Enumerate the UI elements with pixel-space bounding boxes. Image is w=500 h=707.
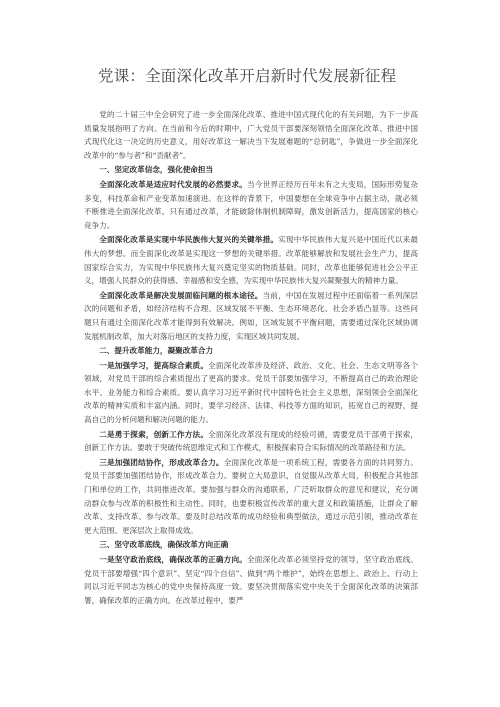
intro-paragraph: 党的二十届三中全会研究了进一步全面深化改革、推进中国式现代化的有关问题，为下一步高质量发展指明了方向。在当前和今后的时期中，广大党员干部要深刻领悟全面深化改革、推进中国式现代化这一决定的历史意义，用好改革这一解决当下发展难题的“总钥匙”，争做进一步全面深化改革中的“参与者”和“贡献者”。 [84, 110, 418, 160]
paragraph-body: 全面深化改革涉及经济、政治、文化、社会、生态文明等各个领域，对党员干部的综合素质提出了更高的要求。党员干部要加强学习，不断提高自己的政治理论水平、业务能力和综合素质。要认真学习习近平新时代中国特色社会主义思想，深刻领会全面深化改革的精神实质和丰富内涵。同时，要学习经济、法律、科技等方面的知识，拓宽自己的视野，提高自己的分析问题和解决问题的能力。 [84, 360, 419, 425]
paragraph [84, 359, 418, 427]
section-heading-2: 二、提升改革能力，凝聚改革合力 [99, 346, 214, 356]
paragraph-lead: 全面深化改革是解决发展面临问题的根本途径。 [99, 290, 263, 300]
page-title: 党课：全面深化改革开启新时代发展新征程 [98, 67, 397, 85]
paragraph [84, 178, 418, 232]
paragraph-body: 当今世界正经历百年未有之大变局，国际形势复杂多变，科技革命和产业变革加速演进。在这样的背景下，中国要想在全球竞争中占据主动，就必须不断推进全面深化改革。只有通过改革，才能破除体制机制障碍，激发创新活力，提高国家的核心竞争力。 [84, 179, 418, 230]
paragraph [84, 289, 418, 343]
section-heading-1: 一、坚定改革信念，强化使命担当 [99, 165, 214, 175]
paragraph-lead: 全面深化改革是实现中华民族伟大复兴的关键举措。 [99, 235, 279, 245]
paragraph-lead: 全面深化改革是适应时代发展的必然要求。 [99, 179, 248, 189]
paragraph-body: 实现中华民族伟大复兴是中国近代以来最伟大的梦想。而全面深化改革是实现这一梦想的关键举措。改革能够解放和发展社会生产力，提高国家综合实力，为实现中华民族伟大复兴奠定坚实的物质基础。同时，改革也能够促进社会公平正义，增强人民群众的获得感、幸福感和安全感，为实现中华民族伟大复兴凝聚强大的精神力量。 [84, 235, 419, 286]
paragraph-body: 全面深化改革没有现成的经验可循，需要党员干部勇于探索，创新工作方法。要敢于突破传统思维定式和工作模式，积极探索符合实际情况的改革路径和方法。 [84, 429, 419, 453]
section-heading-3: 三、坚守改革底线，确保改革方向正确 [99, 540, 229, 550]
paragraph-body: 全面深化改革必须坚持党的领导，坚守政治底线。党员干部要增强“四个意识”、坚定“四个自信”、做到“两个维护”，始终在思想上、政治上、行动上同以习近平同志为核心的党中央保持高度一致。要坚决贯彻落实党中央关于全面深化改革的决策部署，确保改革的正确方向。在改革过程中，要严 [84, 555, 418, 605]
paragraph-body: 当前，中国在发展过程中还面临着一系列深层次的问题和矛盾，如经济结构不合理、区域发展不平衡、生态环境恶化、社会矛盾凸显等。这些问题只有通过全面深化改革才能得到有效解决。例如，区域发展不平衡问题，需要通过深化区域协调发展机制改革，加大对落后地区的支持力度，实现区域共同发展。 [84, 290, 418, 341]
paragraph [84, 553, 418, 607]
paragraph [84, 428, 418, 455]
paragraph-lead: 一是加强学习，提高综合素质。 [99, 360, 209, 370]
paragraph-lead: 一是坚守政治底线，确保改革的正确方向。 [99, 555, 248, 564]
paragraph-lead: 三是加强团结协作，形成改革合力。 [99, 457, 224, 467]
paragraph [84, 233, 418, 287]
paragraph [84, 456, 418, 538]
paragraph-lead: 二是勇于探索，创新工作方法。 [99, 429, 209, 439]
paragraph-body: 全面深化改革是一项系统工程，需要各方面的共同努力。党员干部要加强团结协作，形成改革合力。要树立大局意识，自觉服从改革大局，积极配合其他部门和单位的工作，共同推进改革。要加强与群众的沟通联系，广泛听取群众的意见和建议，充分调动群众参与改革的积极性和主动性。同时，也要积极宣传改革的重大意义和政策措施，让群众了解改革、支持改革、参与改革。要及时总结改革的成功经验和典型做法，通过示范引领，推动改革在更大范围、更深层次上取得成效。 [84, 457, 419, 535]
